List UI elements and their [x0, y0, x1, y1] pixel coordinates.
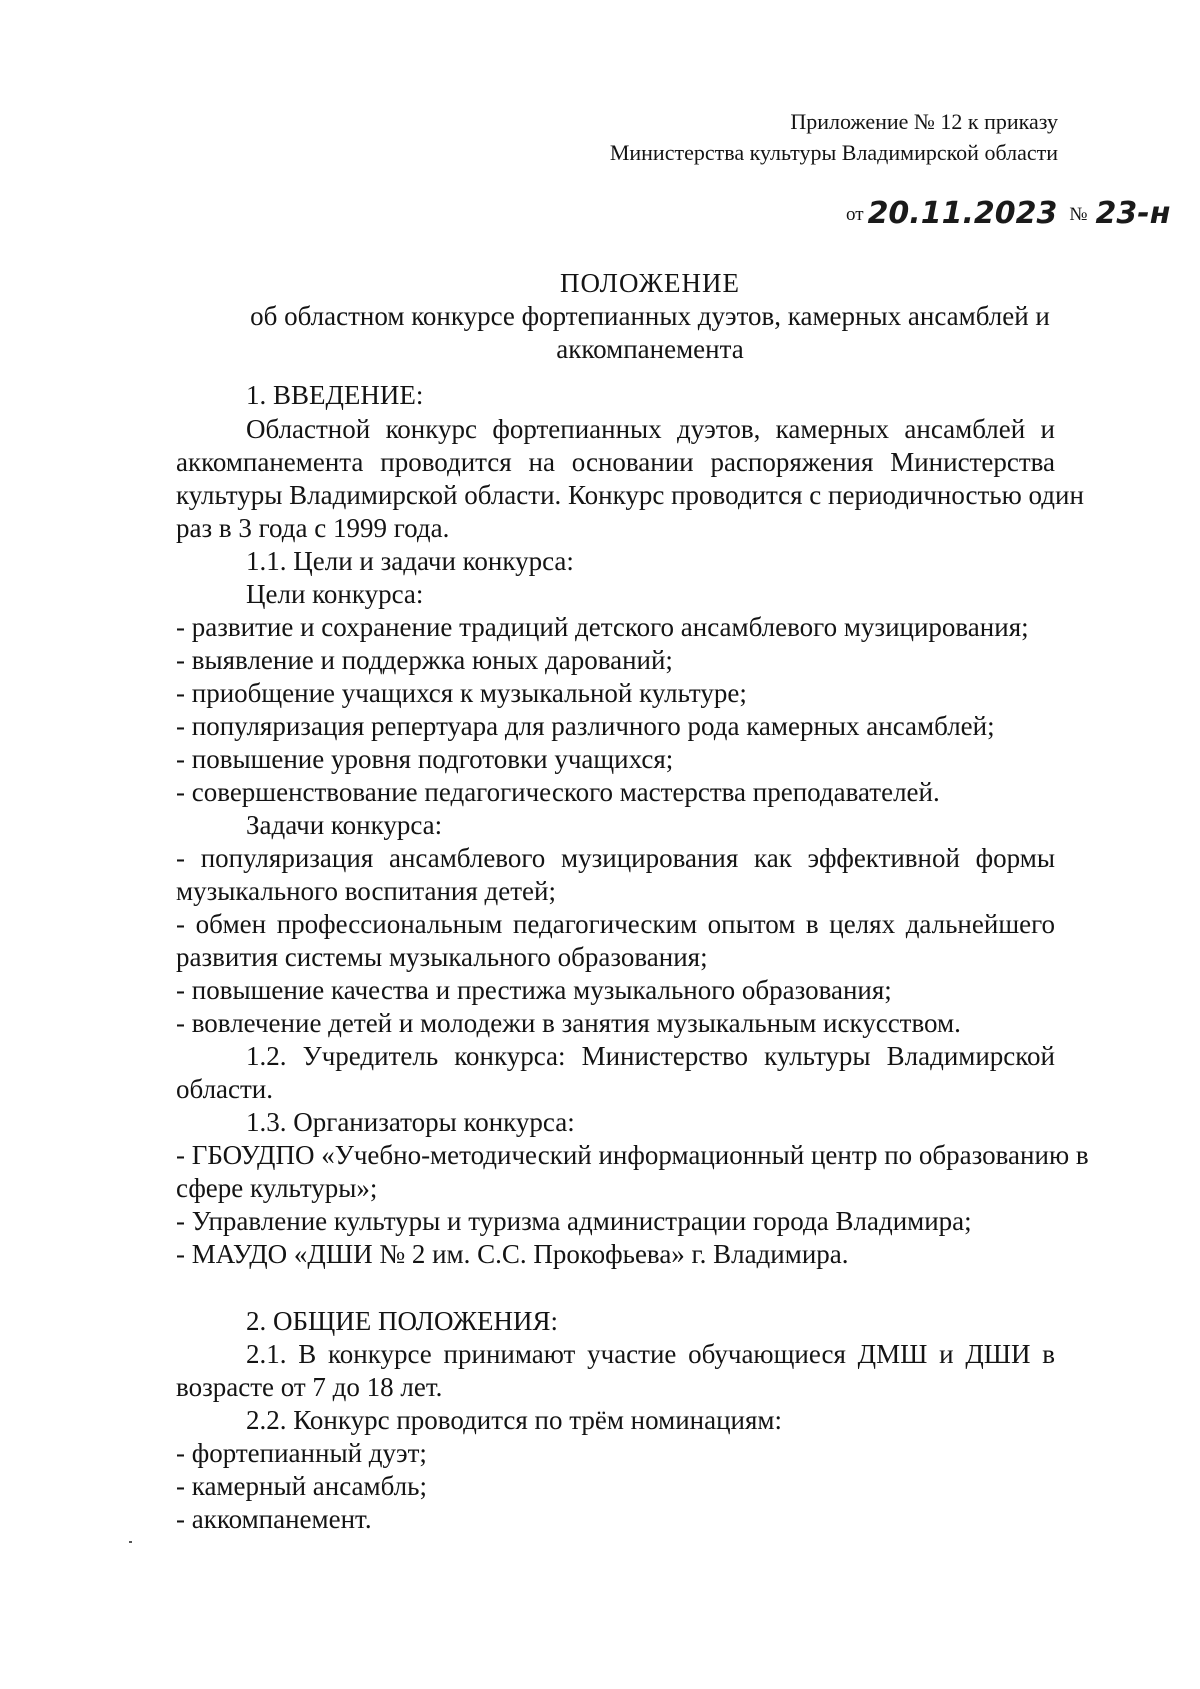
list-item: - развитие и сохранение традиций детского ансамблевого музицирования;	[176, 612, 1029, 642]
list-item: - приобщение учащихся к музыкальной культуре;	[176, 678, 747, 708]
list-item: - повышение уровня подготовки учащихся;	[176, 744, 674, 774]
list-item: - выявление и поддержка юных дарований;	[176, 645, 673, 675]
document-title: ПОЛОЖЕНИЕ	[560, 268, 740, 298]
document-subtitle-line2: аккомпанемента	[556, 334, 744, 364]
paragraph-line: Областной конкурс фортепианных дуэтов, камерных ансамблей и	[246, 414, 1055, 444]
list-item: - обмен профессиональным педагогическим опытом в целях дальнейшего	[176, 909, 1055, 939]
list-item: - камерный ансамбль;	[176, 1471, 427, 1501]
ministry-line: Министерства культуры Владимирской области	[609, 140, 1058, 165]
list-item: - популяризация ансамблевого музицирования как эффективной формы	[176, 843, 1055, 873]
subsection-1-1: 1.1. Цели и задачи конкурса:	[246, 546, 574, 576]
handwritten-order-number: 23-н	[1095, 196, 1171, 231]
list-item: - аккомпанемент.	[176, 1504, 372, 1534]
number-sign: №	[1069, 204, 1088, 225]
handwritten-date: 20.11.2023	[867, 196, 1058, 231]
list-item-continuation: музыкального воспитания детей;	[176, 876, 556, 906]
subsection-1-3: 1.3. Организаторы конкурса:	[246, 1107, 575, 1137]
tasks-heading: Задачи конкурса:	[246, 810, 443, 840]
list-item-continuation: развития системы музыкального образования;	[176, 942, 708, 972]
scan-speck	[129, 1541, 132, 1543]
document-subtitle-line1: об областном конкурсе фортепианных дуэтов, камерных ансамблей и	[250, 301, 1050, 331]
subsection-2-1-continuation: возрасте от 7 до 18 лет.	[176, 1372, 443, 1402]
list-item-continuation: сфере культуры»;	[176, 1173, 378, 1203]
list-item: - фортепианный дуэт;	[176, 1438, 427, 1468]
list-item: - повышение качества и престижа музыкального образования;	[176, 975, 892, 1005]
list-item: - совершенствование педагогического мастерства преподавателей.	[176, 777, 940, 807]
subsection-1-2: 1.2. Учредитель конкурса: Министерство культуры Владимирской	[246, 1041, 1055, 1071]
list-item: - вовлечение детей и молодежи в занятия музыкальным искусством.	[176, 1008, 961, 1038]
date-prefix: от	[846, 204, 864, 225]
subsection-2-1: 2.1. В конкурсе принимают участие обучающиеся ДМШ и ДШИ в	[246, 1339, 1055, 1369]
list-item: - МАУДО «ДШИ № 2 им. С.С. Прокофьева» г. Владимира.	[176, 1239, 849, 1269]
goals-heading: Цели конкурса:	[246, 579, 424, 609]
paragraph-line: аккомпанемента проводится на основании распоряжения Министерства	[176, 447, 1055, 477]
appendix-line: Приложение № 12 к приказу	[790, 109, 1058, 134]
list-item: - популяризация репертуара для различного рода камерных ансамблей;	[176, 711, 995, 741]
paragraph-line: раз в 3 года с 1999 года.	[176, 513, 450, 543]
paragraph-line: культуры Владимирской области. Конкурс проводится с периодичностью один	[176, 480, 1084, 510]
list-item: - ГБОУДПО «Учебно-методический информационный центр по образованию в	[176, 1140, 1089, 1170]
subsection-2-2: 2.2. Конкурс проводится по трём номинациям:	[246, 1405, 782, 1435]
section-2-heading: 2. ОБЩИЕ ПОЛОЖЕНИЯ:	[246, 1306, 558, 1336]
order-date-line	[846, 196, 1170, 231]
list-item: - Управление культуры и туризма администрации города Владимира;	[176, 1206, 972, 1236]
section-1-heading: 1. ВВЕДЕНИЕ:	[246, 380, 424, 410]
subsection-1-2-continuation: области.	[176, 1074, 274, 1104]
